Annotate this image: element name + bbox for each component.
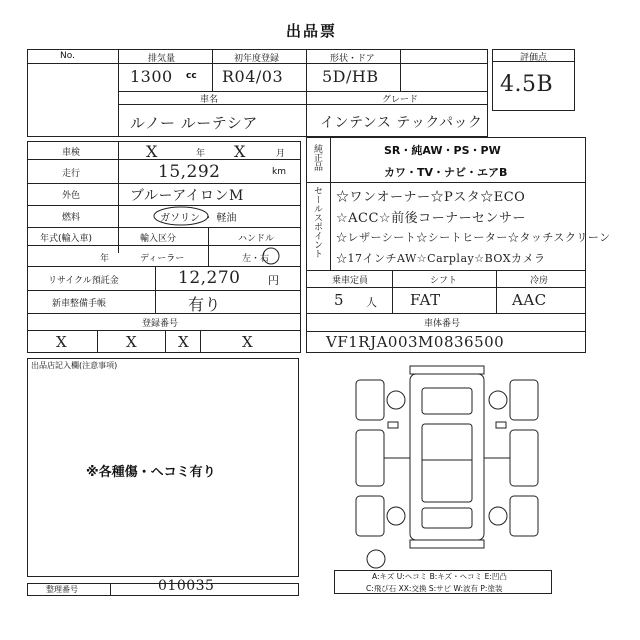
inspection-label: 車検 [62,148,81,158]
import-category-value: ディーラー [140,254,185,264]
notes-label: 出品店記入欄(注意事項) [31,361,118,370]
inspection-year-unit: 年 [196,149,206,159]
handle-value: 左・右 [242,254,270,264]
model-year-unit: 年 [100,254,110,264]
recycle-deposit-label: リサイクル預託金 [48,276,119,286]
sales-point-2: ☆ACC☆前後コーナーセンサー [336,211,526,226]
sales-points-label: セールスポイント [312,186,322,258]
maintenance-book-value: 有り [188,295,222,314]
car-damage-diagram [340,360,550,560]
body-type-label: 形状・ドア [330,54,375,64]
displacement-unit: cc [186,71,197,81]
no-label: No. [60,51,75,61]
serial-value: 010035 [158,578,215,594]
recycle-deposit-value: 12,270 [178,268,241,288]
registration-number-label: 登録番号 [142,319,179,329]
chassis-number-label: 車体番号 [424,319,461,329]
body-type-value: 5D/HB [322,67,379,86]
inspection-year-value: X [146,142,158,161]
score-label: 評価点 [520,53,548,63]
car-name-value: ルノー ルーテシア [130,114,258,132]
model-year-label: 年式(輸入車) [40,234,93,244]
sales-point-4: ☆17インチAW☆Carplay☆BOXカメラ [336,252,546,265]
chassis-number-value: VF1RJA003M0836500 [326,333,505,351]
capacity-value: 5 [334,291,345,309]
maintenance-book-label: 新車整備手帳 [52,299,107,309]
import-category-label: 輸入区分 [140,234,177,244]
registration-value-1: X [56,333,68,351]
registration-value-2: X [126,333,138,351]
legend-line-1: A:キズ U:ヘコミ B:キズ・ヘコミ E:凹凸 [372,572,507,581]
fuel-label: 燃料 [62,213,81,223]
mileage-value: 15,292 [158,162,221,182]
diagram-circle-mark [365,548,387,570]
handle-label: ハンドル [238,234,275,244]
sales-point-3: ☆レザーシート☆シートヒーター☆タッチスクリーン [336,231,611,244]
aircon-value: AAC [512,291,547,309]
mileage-label: 走行 [62,169,81,179]
sales-point-1: ☆ワンオーナー☆Pスタ☆ECO [336,190,526,205]
shift-label: シフト [430,276,458,286]
color-value: ブルーアイロンM [130,188,244,204]
registration-value-3: X [178,333,190,351]
fuel-circle-mark [152,205,212,227]
fuel-value: ガソリン ・ 軽油 [160,213,237,224]
first-registration-label: 初年度登録 [234,54,280,64]
aircon-label: 冷房 [530,276,549,286]
genuine-parts-label: 純正品 [312,144,322,171]
score-value: 4.5B [500,72,554,97]
capacity-unit: 人 [366,296,377,309]
mileage-unit: km [272,167,286,177]
recycle-deposit-unit: 円 [268,274,279,287]
serial-label: 整理番号 [46,585,78,594]
grade-value: インテンス テックパック [320,115,483,131]
inspection-month-value: X [234,142,246,161]
displacement-value: 1300 [130,67,173,86]
inspection-month-unit: 月 [276,149,286,159]
handle-circle-mark [261,246,281,266]
first-registration-value: R04/03 [222,67,284,86]
capacity-label: 乗車定員 [332,276,369,286]
shift-value: FAT [410,291,441,309]
standard-equipment-line-1: SR・純AW・PS・PW [384,144,501,157]
registration-value-4: X [242,333,254,351]
car-name-label: 車名 [200,95,219,105]
standard-equipment-line-2: カワ・TV・ナビ・エアB [384,166,508,179]
page-title: 出品票 [286,22,338,40]
notes-text: ※各種傷・ヘコミ有り [86,465,216,480]
color-label: 外色 [62,191,81,201]
grade-label: グレード [382,95,419,105]
displacement-label: 排気量 [148,54,176,64]
legend-line-2: C:飛び石 XX:交換 S:サビ W:波有 P:塗装 [366,584,503,593]
